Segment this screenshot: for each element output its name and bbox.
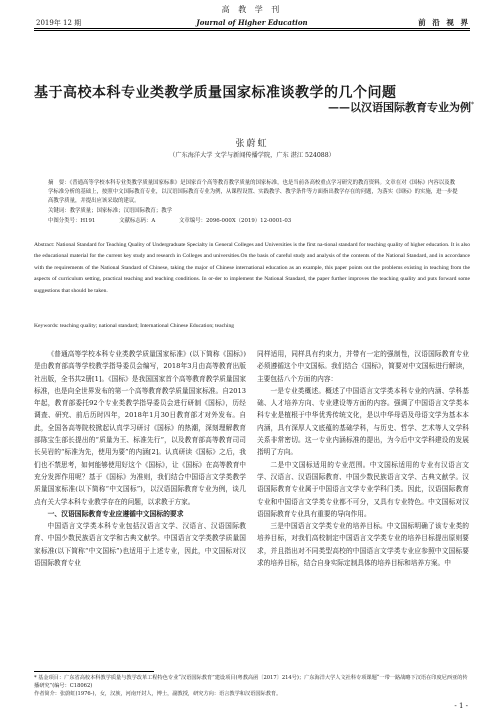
fund-note: * 基金项目：广东省高校本科教学质量与教学改革工程特色专业“汉语国际教育”建设项目(粤教高函〔2017〕214号)；广东海洋大学人文社科专项课题“一带一路战略下汉语在印度尼西亚的传播研究”(编号：C18062) xyxy=(34,675,468,689)
classification-line xyxy=(48,216,460,224)
abstract-cn: 摘 要：《普通高等学校本科专业类教学质量国家标准》是国家首个高等教育教学质量的国家标准，也是当前各高校重点学习研究的教育资料。文章在对《国标》内容以及教学标准分析的基础上，按照中文国际教育专业，以汉语国际教育专业为例，从课程设置、实践教学、教学条件等方面指出教学存在的问题，为落实《国标》的实施，进一步提高教学质量，并提出应该采取的建议。 xyxy=(48,180,458,204)
body-paragraph: 三是中国语言文学类专业的培养目标。中文国标明确了该专业类的培养目标，对我们高校制定中国语言文学类专业的培养目标提出原则要求，并且指出对不同类型高校的中国语言文学类专业应参照中文国标要求的培养目标，结合自身实际定制具体的培养目标和培养方案。中 xyxy=(257,522,469,568)
footnote-rule xyxy=(34,671,154,672)
page-number: - 1 - xyxy=(454,702,468,710)
body-column-right xyxy=(257,348,469,569)
footnote xyxy=(34,674,470,698)
header-rule-thin xyxy=(34,30,470,31)
class-number: 中图分类号：H191 xyxy=(48,218,96,224)
document-code: 文献标志码：A xyxy=(119,218,156,224)
author-affiliation: （广东海洋大学 文学与新闻传播学院，广东 湛江 524088） xyxy=(169,152,335,159)
body-paragraph: 二是中文国标适用的专业范围。中文国标适用的专业有汉语言文学、汉语言、汉语国际教育、中国少数民族语言文学、古典文献学。汉语国际教育专业属于中国语言文学专业学科门类。因此，汉语国际教育专业和中国语言文学类专业都不可分，又具有专业特色。中文国标对汉语国际教育专业具有重要的导向作用。 xyxy=(257,460,469,518)
journal-name-cn: 高 教 学 刊 xyxy=(221,5,283,14)
section-heading: 一、汉语国际教育专业应遵循中文国标的要求 xyxy=(47,509,184,518)
header-rule xyxy=(34,28,470,29)
body-column-left xyxy=(34,348,246,569)
body-paragraph: 同样适用，同样具有约束力，并带有一定的强制性，汉语国际教育专业必须遵循这个中文国标。我们结合《国标》，简要对中文国标进行解读，主要包括八个方面的内容： xyxy=(257,350,469,383)
title-footnote-mark: * xyxy=(471,101,474,109)
body-paragraph: 中国语言文学类本科专业包括汉语言文学、汉语言、汉语国际教育、中国少数民族语言文学和古典文献学。中国语言文学类教学质量国家标准(以下简称“中文国标”)也适用于上述专业，因此，中文国标对汉语国际教育专业 xyxy=(34,522,246,568)
abstract-en: Abstract: National Standard for Teaching Quality of Undergraduate Specialty in General Colleges and Universities is the first na-tional standard for teaching quality of higher education. It is also the educational material for the current key study and research in Colleges and universities.On the basis of careful study and analysis of the contents of the National Standard, and in accordance with the requirements of the National Standard of Chinese, taking the major of Chinese international education as an example, this paper points out the problems existing in teaching from the aspects of curriculum setting, practical teaching and teaching conditions. In or-der to implement the National Standard, the paper further improves the teaching quality and puts forward some suggestions that should be taken. xyxy=(34,242,470,294)
keywords-en: Keywords: teaching quality; national standard; International Chinese Education; teaching xyxy=(34,323,235,329)
body-paragraph: 一是专业类概述。概述了中国语言文学类本科专业的内涵、学科基础、人才培养方向、专业建设等方面的内容。强调了中国语言文学类本科专业是植根于中华优秀传统文化，是以中华母语及母语文学为基本本内涵，具有深厚人文底蕴的基础学科，与历史、哲学、艺术等人文学科关系非常密切。这一专业内涵标准的提出，为今后中文学科建设的发展指明了方向。 xyxy=(257,386,469,457)
article-subtitle: ——以汉语国际教育专业为例* xyxy=(328,101,474,114)
author-bio: 作者简介：张蔚虹(1976-)，女，汉族，河南开封人，博士，副教授，研究方向：语言教学和汉语国际教育。 xyxy=(34,691,282,697)
keywords-cn: 关键词：教学质量；国家标准；汉语国际教育；教学 xyxy=(48,208,172,214)
running-header xyxy=(0,0,504,52)
author-name: 张蔚虹 xyxy=(235,139,269,149)
article-title: 基于高校本科专业类教学质量国家标准谈教学的几个问题 xyxy=(34,85,397,101)
body-paragraph: 《普通高等学校本科专业类教学质量国家标准》(以下简称《国标》)是由教育部高等学校教学指导委员会编写，2018年3月由高等教育出版社出版，全书共2册[1]。《国标》是我国国家首个高等教育教学质量国家标准，也是向全世界发布的第一个高等教育教学质量国家标准。自2013年起，教育部委托92个专业类教学指导委员会进行研制《国标》，历经调查、研究、前后历时四年，2018年1月30日教育部才对外发布。自此，全国各高等院校掀起认真学习研讨《国标》的热潮，深刻理解教育部陈宝生部长提出的“质量为王、标准先行”，以及教育部高等教育司司长吴岩的“标准为先，使用为要”的内涵[2]。认真研读《国标》之后，我们也不禁思考，如何能够使用好这个《国标》，让《国标》在高等教育中充分发挥作用呢？基于《国标》为准则，我们结合中国语言文学类教学质量国家标准(以下简称“中文国标”)，以汉语国际教育专业为例，谈几点有关大学本科专业教学存在的问题，以求教于方家。 xyxy=(34,350,246,506)
issue-date: 2019年 12 期 xyxy=(36,19,82,27)
column-name: 前 沿 视 界 xyxy=(418,18,470,27)
journal-name-en: Journal of Higher Education xyxy=(196,18,308,27)
article-number: 文章编号：2096-000X（2019）12-0001-03 xyxy=(179,218,292,224)
